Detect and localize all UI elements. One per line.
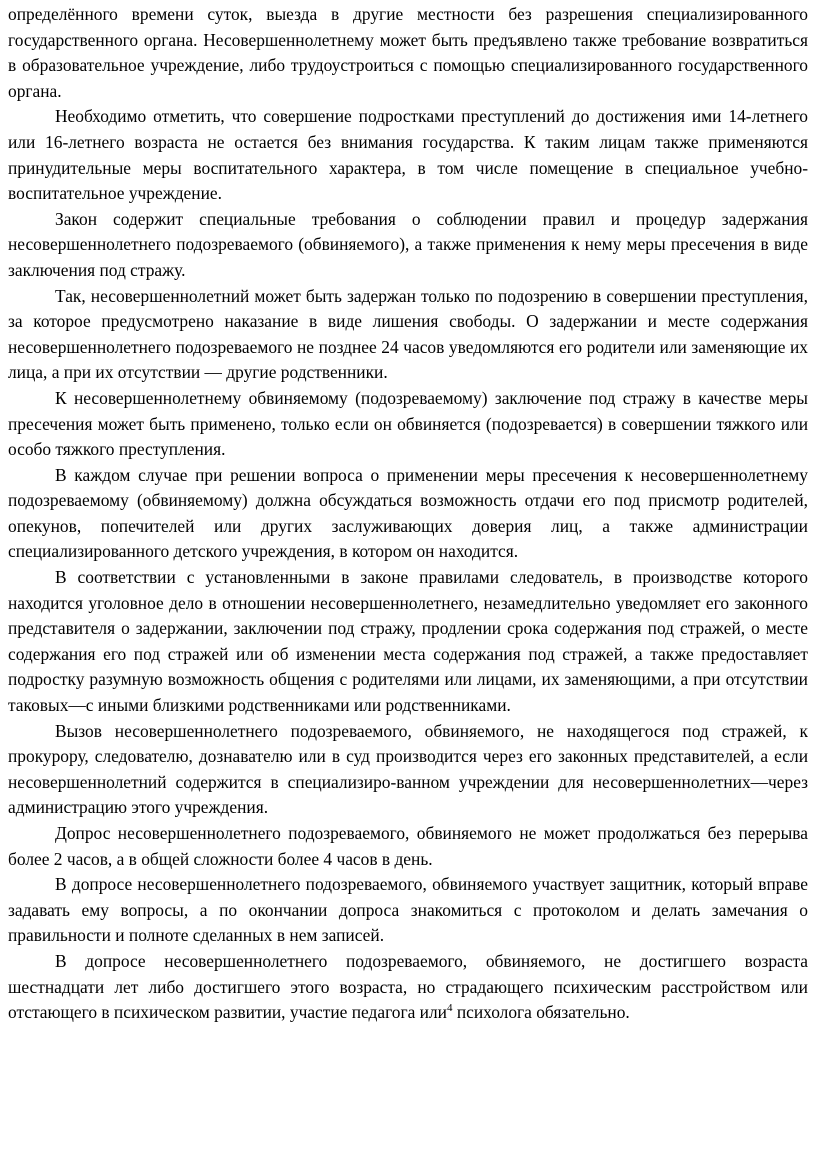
paragraph-11	[8, 949, 808, 1026]
paragraph-11-text: В допросе несовершеннолетнего подозреваемого, обвиняемого, не достигшего возраста шестнадцати лет либо достигшего этого возраста, но страдающего психическим расстройством или отстающего в психическом развитии, участие педагога или	[8, 950, 808, 1023]
paragraph-9: Допрос несовершеннолетнего подозреваемого, обвиняемого не может продолжаться без перерыва более 2 часов, а в общей сложности более 4 часов в день.	[8, 823, 808, 869]
footnote-marker: 4	[446, 1002, 453, 1015]
paragraph-11-tail: психолога обязательно.	[452, 1002, 630, 1023]
paragraph-7: В соответствии с установленными в законе правилами следователь, в производстве которого находится уголовное дело в отношении несовершеннолетнего, незамедлительно уведомляет его законного представителя о задержании, заключении под стражу, продлении срока содержания под стражей, о месте содержания его под стражей или об изменении места содержания под стражей, а также предоставляет подростку разумную возможность общения с родителями или лицами, их заменяющими, а при отсутствии таковых—с иными близкими родственниками или родственниками.	[8, 567, 808, 716]
paragraph-6: В каждом случае при решении вопроса о применении меры пресечения к несовершеннолетнему подозреваемому (обвиняемому) должна обсуждаться возможность отдачи его под присмотр родителей, опекунов, попечителей или других заслуживающих доверия лиц, а также администрации специализированного детского учреждения, в котором он находится.	[8, 464, 808, 562]
paragraph-1: определённого времени суток, выезда в другие местности без разрешения специализированного государственного органа. Несовершеннолетнему может быть предъявлено также требование возвратиться в образовательное учреждение, либо трудоустроиться с помощью специализированного государственного органа.	[8, 4, 808, 101]
paragraph-10: В допросе несовершеннолетнего подозреваемого, обвиняемого участвует защитник, который вправе задавать ему вопросы, а по окончании допроса знакомиться с протоколом и делать замечания о правильности и полноте сделанных в нем записей.	[8, 874, 808, 946]
paragraph-5: К несовершеннолетнему обвиняемому (подозреваемому) заключение под стражу в качестве меры пресечения может быть применено, только если он обвиняется (подозревается) в совершении тяжкого или особо тяжкого преступления.	[8, 387, 808, 460]
paragraph-3: Закон содержит специальные требования о соблюдении правил и процедур задержания несовершеннолетнего подозреваемого (обвиняемого), а также применения к нему меры пресечения в виде заключения под стражу.	[8, 208, 808, 280]
paragraph-2: Необходимо отметить, что совершение подростками преступлений до достижения ими 14-летнего или 16-летнего возраста не остается без внимания государства. К таким лицам также применяются принудительные меры воспитательного характера, в том числе помещение в специальное учебно-воспитательное учреждение.	[8, 106, 808, 204]
paragraph-4: Так, несовершеннолетний может быть задержан только по подозрению в совершении преступления, за которое предусмотрено наказание в виде лишения свободы. О задержании и месте содержания несовершеннолетнего подозреваемого не позднее 24 часов уведомляются его родители или заменяющие их лица, а при их отсутствии — другие родственники.	[8, 285, 808, 383]
paragraph-8: Вызов несовершеннолетнего подозреваемого, обвиняемого, не находящегося под стражей, к прокурору, следователю, дознавателю или в суд производится через его законных представителей, а если несовершеннолетний содержится в специализиро-ванном учреждении для несовершеннолетних—через администрацию этого учреждения.	[8, 720, 808, 818]
